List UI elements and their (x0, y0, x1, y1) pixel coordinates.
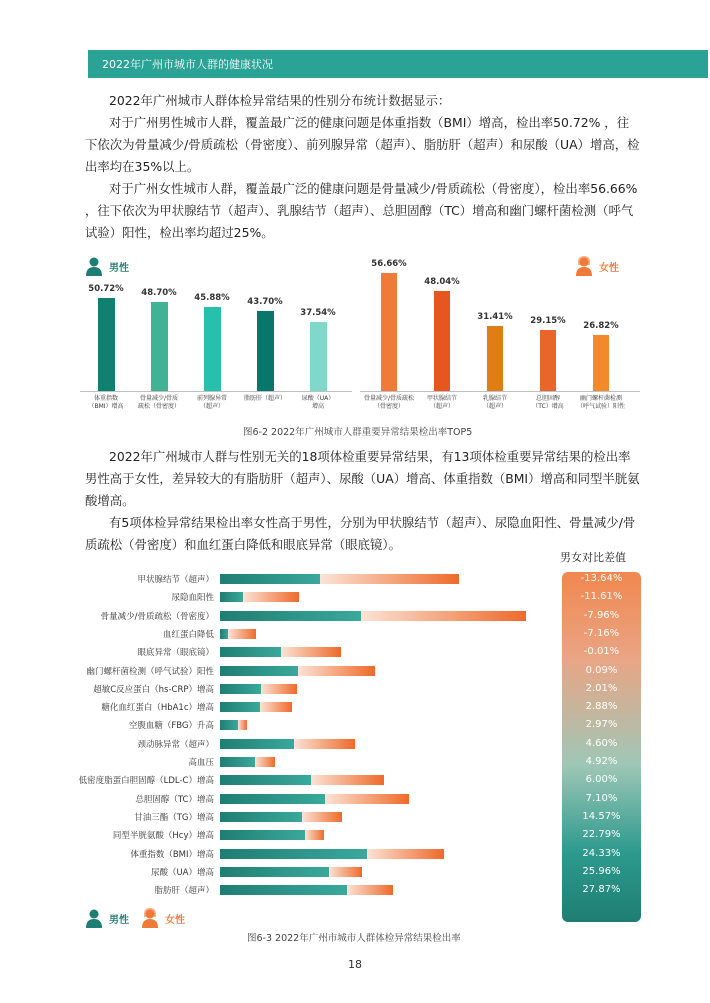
top5-charts (80, 248, 640, 420)
bar (257, 311, 274, 391)
diff-value: 4.92% (585, 756, 618, 767)
female-bar (311, 775, 384, 785)
female-bar (320, 574, 459, 584)
male-bar (220, 794, 325, 804)
male-bar (220, 592, 243, 602)
category-label-line: （超声） (482, 403, 507, 410)
category-label (467, 395, 523, 411)
female-bar (294, 739, 355, 749)
diff-value: -13.64% (580, 573, 623, 584)
diff-value: -11.61% (580, 591, 623, 603)
bar (487, 326, 503, 391)
male-bar (220, 849, 367, 859)
diff-value: 0.09% (585, 664, 618, 676)
page-number: 18 (348, 958, 362, 971)
row-label: 糖化血红蛋白（HbA1c）增高 (101, 703, 214, 714)
category-label-line: 疏松（骨密度） (137, 403, 180, 410)
paragraph: 对于广州男性城市人群，覆盖最广泛的健康问题是体重指数（BMI）增高，检出率50.72% ，往下依次为骨量减少/骨质疏松（骨密度）、前列腺异常（超声）、脂肪肝（超声）和尿酸（UA）增高，检出率均在35%以上。 (85, 115, 640, 174)
male-bar (220, 629, 228, 639)
bar-value-label: 26.82% (583, 321, 619, 332)
category-label-line: 增高 (311, 403, 324, 410)
diff-value: 25.96% (582, 865, 621, 877)
male-bar (220, 739, 294, 749)
female-bar (298, 666, 375, 676)
category-label-line: （BMI）增高 (88, 403, 124, 410)
category-label (290, 395, 346, 411)
middle-text (85, 446, 640, 556)
paragraph: 2022年广州城市人群与性别无关的18项体检重要异常结果，有13项体检重要异常结果的检出率男性高于女性，差异较大的有脂肪肝（超声）、尿酸（UA）增高、体重指数（BMI）增高和同型半胱氨酸增高。 (85, 449, 640, 508)
category-label-line: （TC）增高 (532, 403, 564, 410)
diff-value: 2.97% (585, 719, 618, 731)
diff-value: 2.01% (585, 682, 618, 694)
bar (540, 330, 556, 391)
male-legend-label: 男性 (109, 914, 129, 926)
female-bar (347, 885, 393, 895)
category-label-line: 骨量减少/骨质 (139, 395, 179, 402)
female-bar (255, 757, 276, 767)
row-label: 尿隐血阳性 (171, 593, 214, 604)
bar-value-label: 43.70% (247, 296, 283, 307)
female-top5-chart (360, 248, 640, 420)
bar-value-label: 48.70% (141, 287, 177, 298)
category-label (184, 395, 240, 411)
row-label: 总胆固醇（TC）增高 (135, 794, 214, 805)
category-label-line: 甲状腺结节 (426, 395, 457, 402)
category-label-line: （骨密度） (373, 403, 404, 410)
diff-value: 14.57% (582, 810, 621, 822)
category-label-line: 尿酸（UA） (301, 395, 335, 402)
male-bar (220, 574, 320, 584)
diff-value: 2.88% (585, 701, 618, 713)
x-axis-line (80, 391, 352, 392)
row-label: 骨量减少/骨质疏松（骨密度） (100, 611, 214, 622)
female-bar (329, 867, 363, 877)
male-bar (220, 611, 361, 621)
bar-value-label: 50.72% (88, 284, 124, 294)
diff-value: -7.16% (583, 627, 620, 639)
row-label: 超敏C反应蛋白（hs-CRP）增高 (93, 684, 214, 695)
female-bar (305, 830, 324, 840)
male-bar (220, 830, 305, 840)
bar (593, 335, 609, 391)
row-label: 空腹血糖（FBG）升高 (128, 721, 214, 732)
bar-value-label: 48.04% (424, 276, 460, 287)
bar-value-label: 45.88% (194, 292, 230, 303)
male-bar (220, 720, 238, 730)
row-label: 眼底异常（眼底镜） (137, 648, 214, 659)
bar (310, 322, 327, 391)
male-bar (220, 885, 347, 895)
diff-value: 27.87% (582, 884, 621, 896)
bar (381, 273, 397, 391)
female-bar (238, 720, 247, 730)
female-bar (260, 702, 292, 712)
category-label-line: （超声） (199, 403, 224, 410)
category-label-line: 骨量减少/骨质疏松 (363, 395, 415, 402)
paragraph: 2022年广州城市人群体检异常结果的性别分布统计数据显示： (109, 93, 451, 108)
diff-title: 男女对比差值 (560, 551, 626, 564)
row-label: 尿酸（UA）增高 (150, 867, 214, 878)
diff-value: 24.33% (582, 847, 621, 859)
bar (434, 291, 450, 391)
male-person-icon (85, 908, 103, 928)
bar (151, 302, 168, 391)
female-bar (367, 849, 444, 859)
figure-caption-6-2: 图6-2 2022年广州城市人群重要异常结果检出率TOP5 (243, 427, 473, 438)
row-label: 脂肪肝（超声） (154, 886, 214, 897)
male-bar (220, 702, 260, 712)
bar (204, 307, 221, 391)
diff-value: 6.00% (585, 774, 618, 786)
row-label: 甘油三酯（TG）增高 (134, 812, 214, 823)
diff-value: -0.01% (583, 646, 620, 658)
category-label (573, 395, 629, 411)
paragraph: 有5项体检异常结果检出率女性高于男性，分别为甲状腺结节（超声）、尿隐血阳性、骨量减少/骨质疏松（骨密度）和血红蛋白降低和眼底异常（眼底镜）。 (85, 515, 636, 552)
row-label: 甲状腺结节（超声） (137, 575, 214, 585)
female-person-icon (141, 908, 159, 928)
diff-panel (562, 572, 641, 922)
male-bar (220, 684, 261, 694)
row-label: 体重指数（BMI）增高 (130, 849, 214, 860)
female-bar (325, 794, 409, 804)
x-axis-line (360, 391, 640, 392)
intro-text (85, 90, 640, 244)
female-legend-label: 女性 (165, 914, 185, 926)
category-label-line: 脂肪肝（超声） (243, 395, 286, 402)
male-bar (220, 775, 311, 785)
female-bar (302, 812, 342, 822)
diff-value: 22.79% (582, 829, 621, 841)
figure-caption-6-3: 图6-3 2022年广州市城市人群体检异常结果检出率 (247, 933, 461, 944)
row-label: 血红蛋白降低 (162, 629, 214, 640)
category-label-line: （超声） (429, 403, 454, 410)
page-header-bar (88, 50, 708, 78)
bottom-legend (85, 908, 185, 928)
gender-comparison-chart (60, 545, 640, 925)
page-header-title: 2022年广州市城市人群的健康状况 (102, 58, 273, 71)
category-label (414, 395, 470, 411)
category-label (520, 395, 576, 411)
diff-value: 7.10% (585, 792, 618, 804)
diff-value: -7.96% (583, 609, 620, 621)
bar (98, 298, 115, 391)
diff-value: 4.60% (585, 737, 618, 749)
male-bar (220, 757, 255, 767)
female-bar (281, 647, 342, 657)
category-label (237, 395, 293, 403)
bar-value-label: 37.54% (300, 308, 336, 319)
bar-value-label: 31.41% (477, 311, 513, 322)
male-bar (220, 647, 281, 657)
paragraph: 对于广州女性城市人群，覆盖最广泛的健康问题是骨量减少/骨质疏松（骨密度），检出率56.66% ，往下依次为甲状腺结节（超声）、乳腺结节（超声）、总胆固醇（TC）增高和幽门螺杆菌检测（呼气试验）阳性，检出率均超过25%。 (85, 181, 638, 240)
category-label-line: 乳腺结节 (482, 395, 507, 402)
female-bar (243, 592, 300, 602)
row-label: 颈动脉异常（超声） (137, 739, 214, 750)
female-bar (361, 611, 525, 621)
male-bar (220, 867, 329, 877)
row-label: 同型半胱氨酸（Hcy）增高 (112, 831, 214, 842)
row-label: 高血压 (188, 758, 214, 768)
category-label-line: （呼气试验）阳性 (576, 403, 625, 410)
male-top5-chart (80, 248, 352, 420)
male-legend-label: 男性 (109, 262, 129, 274)
male-bar (220, 812, 302, 822)
category-label-line: 前列腺异常 (196, 395, 227, 402)
bar-value-label: 56.66% (371, 258, 407, 269)
category-label-line: 总胆固醇 (535, 395, 560, 402)
category-label-line: 幽门螺杆菌检测 (579, 395, 622, 402)
category-label (78, 395, 134, 411)
row-label: 幽门螺杆菌检测（呼气试验）阳性 (86, 666, 214, 677)
male-bar (220, 666, 298, 676)
category-label-line: 体重指数 (93, 395, 118, 402)
row-label: 低密度脂蛋白胆固醇（LDL-C）增高 (78, 776, 214, 787)
female-bar (228, 629, 256, 639)
category-label (131, 395, 187, 411)
female-legend-label: 女性 (599, 262, 619, 274)
category-label (361, 395, 417, 411)
female-bar (261, 684, 296, 694)
bar-value-label: 29.15% (530, 316, 566, 327)
